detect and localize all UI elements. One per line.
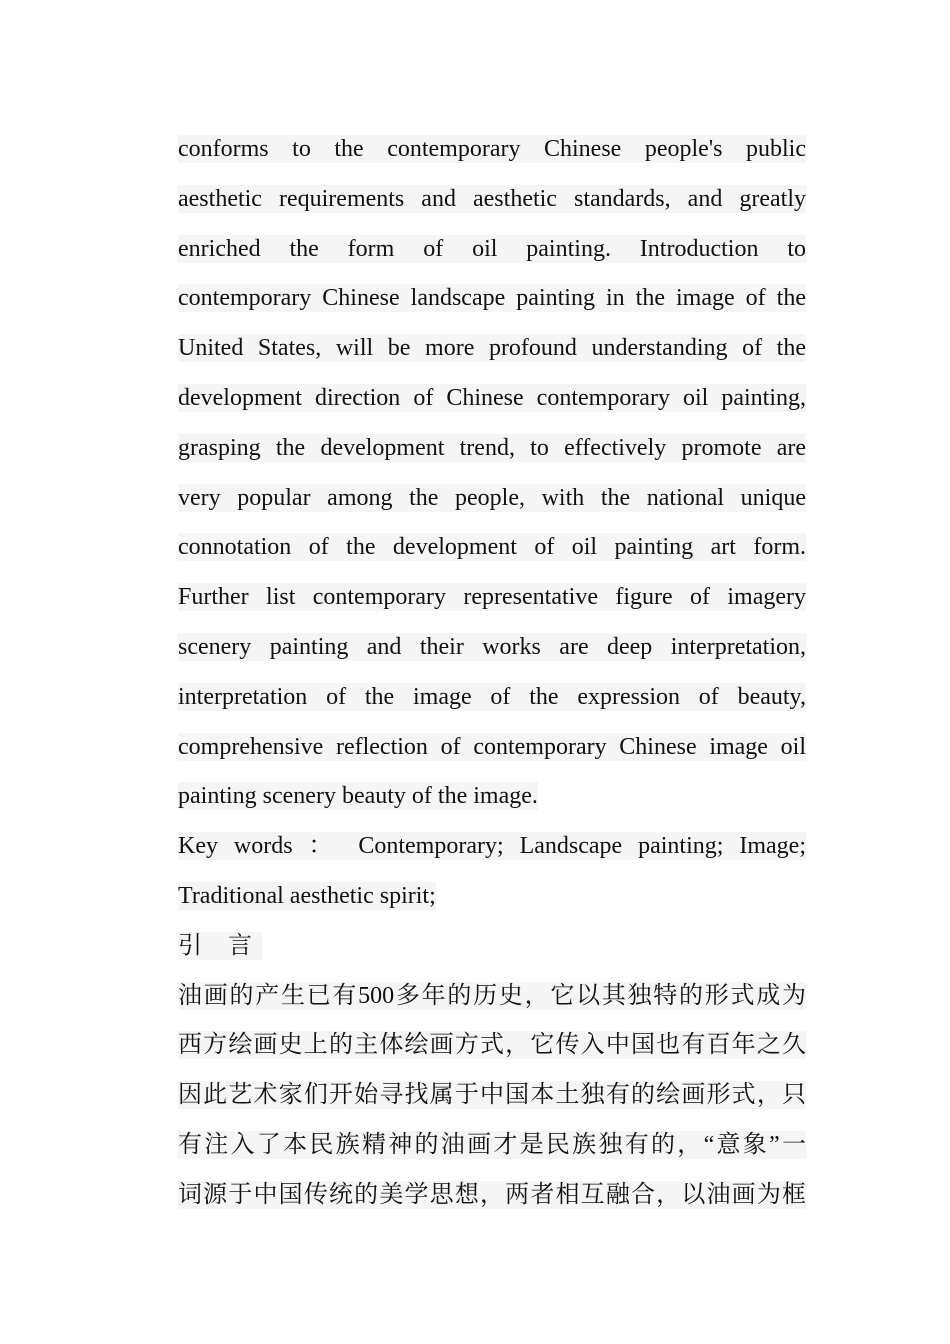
document-body bbox=[178, 125, 806, 1221]
abstract-line: aesthetic requirements and aesthetic standards, and greatly bbox=[178, 185, 806, 212]
intro-paragraph bbox=[178, 972, 806, 1221]
abstract-line: scenery painting and their works are deep interpretation, bbox=[178, 633, 806, 660]
abstract-line: grasping the development trend, to effectively promote are bbox=[178, 434, 806, 461]
keywords-line: Key words ： Contemporary; Landscape painting; Image; bbox=[178, 833, 806, 860]
abstract-line: conforms to the contemporary Chinese people's public bbox=[178, 136, 806, 162]
intro-line: 词源于中国传统的美学思想，两者相互融合，以油画为框 bbox=[178, 1181, 806, 1208]
abstract-line: Further list contemporary representative figure of imagery bbox=[178, 584, 806, 611]
abstract-line: comprehensive reflection of contemporary Chinese image oil bbox=[178, 733, 806, 760]
abstract-line: United States, will be more profound understanding of the bbox=[178, 335, 806, 362]
abstract-line: interpretation of the image of the expression of beauty, bbox=[178, 683, 806, 710]
abstract-line: very popular among the people, with the national unique bbox=[178, 484, 806, 511]
abstract-line: development direction of Chinese contemporary oil painting, bbox=[178, 384, 806, 411]
keywords-line-last: Traditional aesthetic spirit; bbox=[178, 882, 436, 909]
intro-line: 因此艺术家们开始寻找属于中国本土独有的绘画形式，只 bbox=[178, 1082, 806, 1109]
keywords-paragraph bbox=[178, 822, 806, 922]
intro-line: 西方绘画史上的主体绘画方式，它传入中国也有百年之久 bbox=[178, 1032, 806, 1059]
intro-line: 有注入了本民族精神的油画才是民族独有的，“意象”一 bbox=[178, 1131, 806, 1158]
intro-line: 油画的产生已有500多年的历史，它以其独特的形式成为 bbox=[178, 982, 806, 1009]
section-heading: 引 言 bbox=[178, 932, 262, 959]
abstract-paragraph bbox=[178, 125, 806, 822]
abstract-line: connotation of the development of oil painting art form. bbox=[178, 534, 806, 561]
abstract-line: enriched the form of oil painting. Introduction to bbox=[178, 235, 806, 262]
abstract-line-last: painting scenery beauty of the image. bbox=[178, 783, 538, 810]
abstract-line: contemporary Chinese landscape painting in the image of the bbox=[178, 285, 806, 312]
